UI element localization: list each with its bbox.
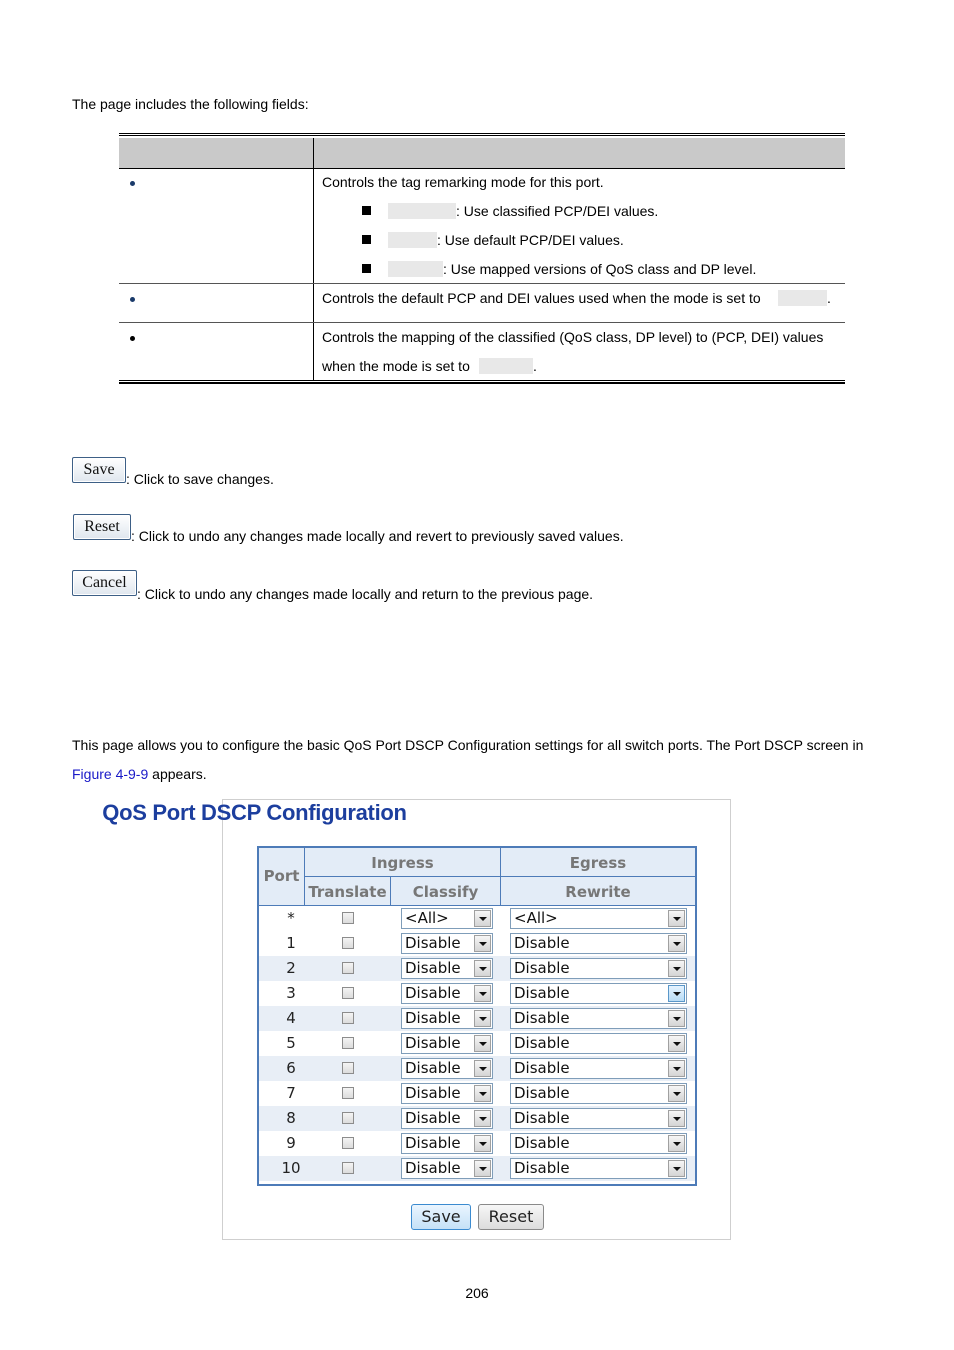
classify-select[interactable] bbox=[401, 958, 493, 979]
classify-select[interactable] bbox=[401, 1008, 493, 1029]
header-translate: Translate bbox=[305, 877, 390, 905]
page-number: 206 bbox=[465, 1285, 489, 1301]
chevron-down-icon[interactable] bbox=[474, 910, 491, 927]
cancel-help-text: : Click to undo any changes made locally and return to the previous page. bbox=[137, 586, 594, 602]
port-number: 7 bbox=[286, 1084, 296, 1102]
chevron-down-icon[interactable] bbox=[474, 1035, 491, 1052]
grid-line bbox=[305, 876, 695, 877]
rewrite-value: Disable bbox=[514, 959, 570, 977]
chevron-down-icon[interactable] bbox=[668, 1085, 685, 1102]
table-row bbox=[259, 1106, 695, 1131]
square-bullet-icon bbox=[362, 235, 371, 244]
chevron-down-icon[interactable] bbox=[474, 960, 491, 977]
chevron-down-icon[interactable] bbox=[474, 1085, 491, 1102]
appears-text: appears. bbox=[148, 766, 207, 782]
square-bullet-icon bbox=[362, 264, 371, 273]
rewrite-select[interactable] bbox=[510, 933, 687, 954]
option-default: : Use default PCP/DEI values. bbox=[437, 232, 624, 248]
chevron-down-icon[interactable] bbox=[668, 1135, 685, 1152]
figure-title: QoS Port DSCP Configuration bbox=[102, 800, 407, 825]
chevron-down-icon[interactable] bbox=[668, 1160, 685, 1177]
reset-help-text: : Click to undo any changes made locally and revert to previously saved values. bbox=[131, 528, 624, 544]
rewrite-select[interactable] bbox=[510, 1133, 687, 1154]
chevron-down-icon[interactable] bbox=[474, 1110, 491, 1127]
chevron-down-icon[interactable] bbox=[474, 1160, 491, 1177]
translate-checkbox[interactable] bbox=[342, 937, 354, 949]
chevron-down-icon[interactable] bbox=[474, 985, 491, 1002]
chevron-down-icon[interactable] bbox=[668, 1010, 685, 1027]
row3-description-line1: Controls the mapping of the classified (QoS class, DP level) to (PCP, DEI) values bbox=[322, 329, 824, 345]
translate-checkbox[interactable] bbox=[342, 912, 354, 924]
chevron-down-icon[interactable] bbox=[668, 960, 685, 977]
save-help-text: : Click to save changes. bbox=[126, 471, 274, 487]
rewrite-select[interactable] bbox=[510, 983, 687, 1004]
port-number: 10 bbox=[281, 1159, 301, 1177]
port-number: 2 bbox=[286, 959, 296, 977]
port-number: 1 bbox=[286, 934, 296, 952]
classify-select[interactable] bbox=[401, 1083, 493, 1104]
header-port: Port bbox=[259, 848, 304, 905]
row2-period: . bbox=[827, 290, 831, 306]
save-button[interactable]: Save bbox=[411, 1204, 471, 1230]
translate-checkbox[interactable] bbox=[342, 962, 354, 974]
classify-select[interactable] bbox=[401, 933, 493, 954]
description-paragraph: This page allows you to configure the basic QoS Port DSCP Configuration settings for all switch ports. The Port DSCP screen in bbox=[72, 737, 864, 753]
port-number: 6 bbox=[286, 1059, 296, 1077]
translate-checkbox[interactable] bbox=[342, 1012, 354, 1024]
redacted-term bbox=[388, 232, 437, 248]
table-row bbox=[259, 931, 695, 956]
table-bottom-rule bbox=[119, 380, 845, 384]
table-row bbox=[259, 1156, 695, 1181]
redacted-term bbox=[388, 261, 443, 277]
classify-select[interactable] bbox=[401, 1033, 493, 1054]
rewrite-select[interactable] bbox=[510, 1058, 687, 1079]
redacted-term bbox=[479, 358, 533, 374]
rewrite-select[interactable] bbox=[510, 958, 687, 979]
classify-value: Disable bbox=[405, 1084, 461, 1102]
bullet-icon bbox=[130, 336, 135, 341]
classify-value: Disable bbox=[405, 934, 461, 952]
redacted-term bbox=[778, 290, 827, 306]
option-classified: : Use classified PCP/DEI values. bbox=[456, 203, 659, 219]
rewrite-value: Disable bbox=[514, 1134, 570, 1152]
table-row bbox=[259, 1056, 695, 1081]
classify-value: Disable bbox=[405, 1159, 461, 1177]
header-egress: Egress bbox=[501, 848, 695, 876]
translate-checkbox[interactable] bbox=[342, 1037, 354, 1049]
table-top-rule bbox=[119, 133, 845, 136]
table-row bbox=[259, 1031, 695, 1056]
save-button-sample[interactable]: Save bbox=[72, 457, 126, 483]
classify-value: <All> bbox=[405, 909, 449, 927]
rewrite-value: Disable bbox=[514, 1159, 570, 1177]
header-ingress: Ingress bbox=[305, 848, 500, 876]
classify-select[interactable] bbox=[401, 1108, 493, 1129]
port-number: 9 bbox=[286, 1134, 296, 1152]
figure-link[interactable]: Figure 4-9-9 bbox=[72, 766, 149, 782]
classify-value: Disable bbox=[405, 1059, 461, 1077]
rewrite-value: Disable bbox=[514, 984, 570, 1002]
reset-button-sample[interactable]: Reset bbox=[73, 514, 131, 540]
header-classify: Classify bbox=[391, 877, 500, 905]
port-number: 5 bbox=[286, 1034, 296, 1052]
table-row bbox=[259, 981, 695, 1006]
redacted-term bbox=[388, 203, 456, 219]
chevron-down-icon[interactable] bbox=[668, 985, 685, 1002]
row3-description-line2: when the mode is set to bbox=[322, 358, 470, 374]
grid-line bbox=[390, 877, 391, 905]
table-row bbox=[259, 1081, 695, 1106]
table-row bbox=[259, 1131, 695, 1156]
classify-value: Disable bbox=[405, 959, 461, 977]
classify-value: Disable bbox=[405, 1109, 461, 1127]
reset-button[interactable]: Reset bbox=[478, 1204, 544, 1230]
rewrite-value: Disable bbox=[514, 1059, 570, 1077]
chevron-down-icon[interactable] bbox=[474, 935, 491, 952]
classify-select[interactable] bbox=[401, 1133, 493, 1154]
cancel-button-sample[interactable]: Cancel bbox=[72, 570, 137, 596]
header-rewrite: Rewrite bbox=[501, 877, 695, 905]
chevron-down-icon[interactable] bbox=[474, 1135, 491, 1152]
chevron-down-icon[interactable] bbox=[668, 1060, 685, 1077]
classify-select[interactable] bbox=[401, 1158, 493, 1179]
intro-text: The page includes the following fields: bbox=[72, 96, 309, 112]
port-number: 3 bbox=[286, 984, 296, 1002]
classify-value: Disable bbox=[405, 1034, 461, 1052]
bullet-icon bbox=[130, 181, 135, 186]
translate-checkbox[interactable] bbox=[342, 987, 354, 999]
option-mapped: : Use mapped versions of QoS class and DP level. bbox=[443, 261, 757, 277]
rewrite-select[interactable] bbox=[510, 908, 687, 929]
classify-value: Disable bbox=[405, 1009, 461, 1027]
rewrite-select[interactable] bbox=[510, 1033, 687, 1054]
classify-select[interactable] bbox=[401, 983, 493, 1004]
description-paragraph-line2 bbox=[72, 765, 207, 783]
table-header bbox=[119, 138, 845, 169]
chevron-down-icon[interactable] bbox=[474, 1010, 491, 1027]
rewrite-select[interactable] bbox=[510, 1083, 687, 1104]
row-divider bbox=[119, 283, 845, 284]
chevron-down-icon[interactable] bbox=[668, 910, 685, 927]
port-number: 4 bbox=[286, 1009, 296, 1027]
row2-description: Controls the default PCP and DEI values used when the mode is set to bbox=[322, 290, 761, 306]
translate-checkbox[interactable] bbox=[342, 1112, 354, 1124]
translate-checkbox[interactable] bbox=[342, 1137, 354, 1149]
translate-checkbox[interactable] bbox=[342, 1162, 354, 1174]
chevron-down-icon[interactable] bbox=[668, 1110, 685, 1127]
rewrite-value: Disable bbox=[514, 934, 570, 952]
table-row bbox=[259, 906, 695, 931]
table-row bbox=[259, 1006, 695, 1031]
port-number: * bbox=[287, 909, 295, 927]
row3-period: . bbox=[533, 358, 537, 374]
rewrite-value: Disable bbox=[514, 1084, 570, 1102]
square-bullet-icon bbox=[362, 206, 371, 215]
translate-checkbox[interactable] bbox=[342, 1087, 354, 1099]
rewrite-select[interactable] bbox=[510, 1108, 687, 1129]
bullet-icon bbox=[130, 297, 135, 302]
table-column-divider bbox=[313, 138, 314, 381]
rewrite-select[interactable] bbox=[510, 1008, 687, 1029]
chevron-down-icon[interactable] bbox=[668, 935, 685, 952]
classify-select[interactable] bbox=[401, 1058, 493, 1079]
rewrite-select[interactable] bbox=[510, 1158, 687, 1179]
chevron-down-icon[interactable] bbox=[474, 1060, 491, 1077]
rewrite-value: Disable bbox=[514, 1009, 570, 1027]
port-number: 8 bbox=[286, 1109, 296, 1127]
row1-description: Controls the tag remarking mode for this port. bbox=[322, 174, 604, 190]
chevron-down-icon[interactable] bbox=[668, 1035, 685, 1052]
translate-checkbox[interactable] bbox=[342, 1062, 354, 1074]
row-divider bbox=[119, 322, 845, 323]
classify-value: Disable bbox=[405, 1134, 461, 1152]
rewrite-value: Disable bbox=[514, 1109, 570, 1127]
rewrite-value: <All> bbox=[514, 909, 558, 927]
classify-select[interactable] bbox=[401, 908, 493, 929]
rewrite-value: Disable bbox=[514, 1034, 570, 1052]
table-row bbox=[259, 956, 695, 981]
classify-value: Disable bbox=[405, 984, 461, 1002]
